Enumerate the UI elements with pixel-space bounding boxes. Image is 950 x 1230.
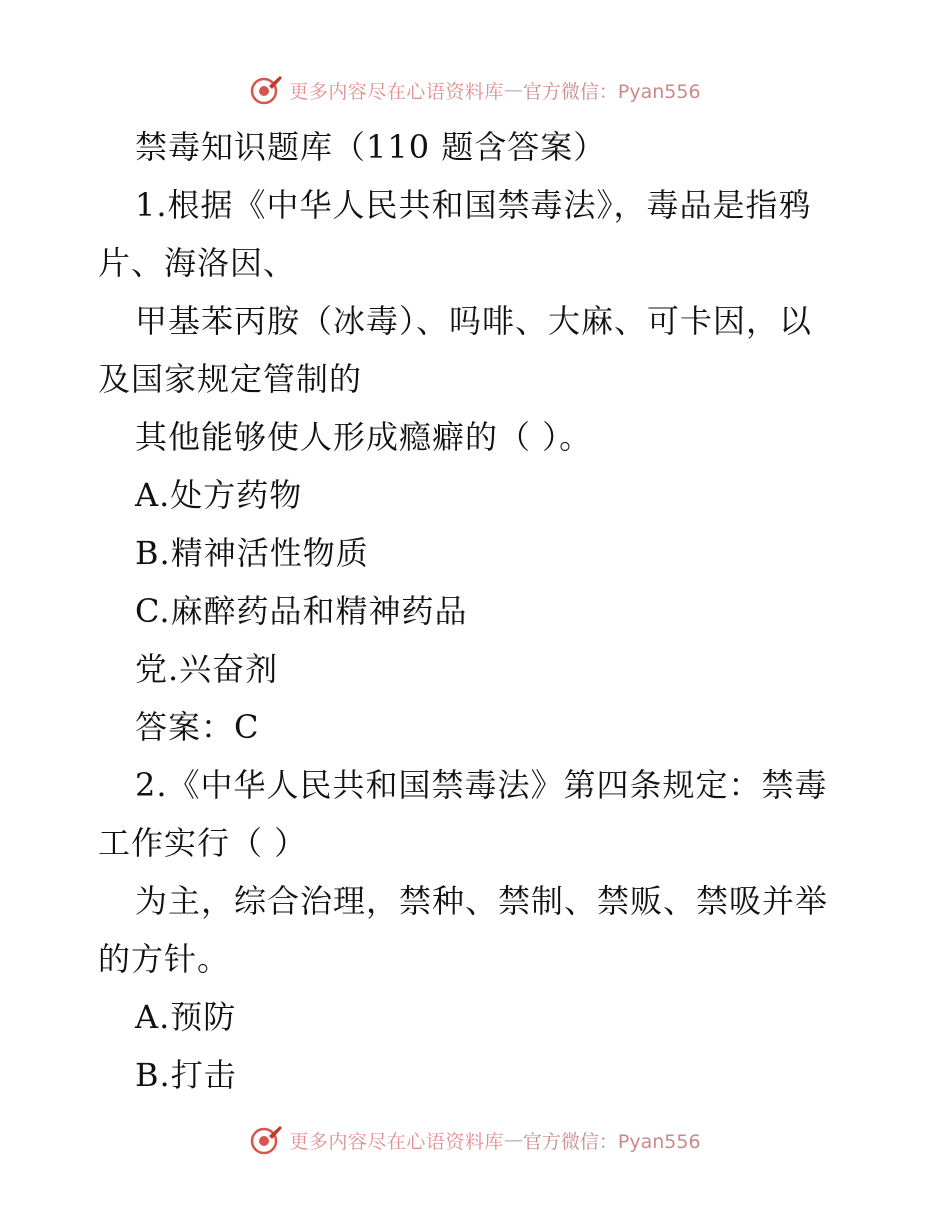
question-2-option-a: A.预防 xyxy=(135,998,237,1036)
pen-seal-icon xyxy=(249,1123,283,1157)
question-1-line-2: 片、海洛因、 xyxy=(98,244,297,282)
watermark-dash: — xyxy=(503,79,523,101)
question-2-line-1: 2.《中华人民共和国禁毒法》第四条规定：禁毒 xyxy=(135,766,828,804)
watermark-wechat-text: 官方微信：Pyan556 xyxy=(522,80,701,103)
question-1-option-a: A.处方药物 xyxy=(135,476,303,514)
question-2-line-3: 为主，综合治理，禁种、禁制、禁贩、禁吸并举 xyxy=(135,882,829,920)
document-body xyxy=(98,118,858,1104)
question-2-line-2: 工作实行（ ） xyxy=(98,824,308,862)
question-1-answer: 答案：C xyxy=(135,708,260,746)
watermark-site-text: 更多内容尽在心语资料库 xyxy=(289,80,504,103)
watermark-wechat-text: 官方微信：Pyan556 xyxy=(522,1130,701,1153)
header-watermark xyxy=(0,70,950,110)
question-1-option-b: B.精神活性物质 xyxy=(135,534,369,572)
question-1-line-3: 甲基苯丙胺（冰毒）、吗啡、大麻、可卡因，以 xyxy=(135,302,813,340)
pen-seal-icon xyxy=(249,73,283,107)
document-title: 禁毒知识题库（110 题含答案） xyxy=(135,128,607,166)
question-1-line-5: 其他能够使人形成瘾癖的（ ）。 xyxy=(135,418,593,456)
question-2-option-b: B.打击 xyxy=(135,1056,237,1094)
question-1-line-4: 及国家规定管制的 xyxy=(98,360,363,398)
question-1-option-c: C.麻醉药品和精神药品 xyxy=(135,592,468,630)
watermark-dash: — xyxy=(503,1129,523,1151)
question-1-line-1: 1.根据《中华人民共和国禁毒法》，毒品是指鸦 xyxy=(135,186,812,224)
question-1-option-d: 党.兴奋剂 xyxy=(135,650,279,688)
question-2-line-4: 的方针。 xyxy=(98,940,231,978)
watermark-site-text: 更多内容尽在心语资料库 xyxy=(289,1130,504,1153)
footer-watermark xyxy=(0,1120,950,1160)
